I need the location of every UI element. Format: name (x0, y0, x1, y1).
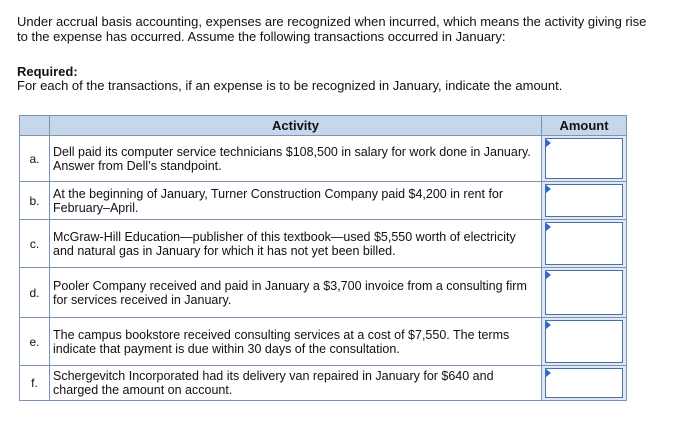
row-activity-text: Dell paid its computer service technicians $108,500 in salary for work done in January. Answer from Dell’s standpoint. (53, 144, 531, 173)
table-row (20, 182, 626, 220)
amount-cell (542, 268, 626, 317)
amount-input-b[interactable] (545, 184, 623, 217)
row-activity (50, 220, 542, 267)
table-row (20, 220, 626, 268)
row-letter: b. (20, 182, 50, 219)
table-row (20, 268, 626, 318)
row-letter: d. (20, 268, 50, 317)
row-activity (50, 366, 542, 400)
row-activity-text: At the beginning of January, Turner Construction Company paid $4,200 in rent for February–April. (53, 186, 504, 215)
header-letter-cell (20, 116, 50, 135)
table-row (20, 318, 626, 366)
row-activity-text: Schergevitch Incorporated had its delivery van repaired in January for $640 and charged the amount on account. (53, 369, 494, 397)
amount-cell (542, 220, 626, 267)
header-activity: Activity (50, 116, 542, 135)
amount-input-d[interactable] (545, 270, 623, 315)
amount-cell (542, 182, 626, 219)
amount-cell (542, 136, 626, 181)
amount-input-a[interactable] (545, 138, 623, 179)
row-activity (50, 268, 542, 317)
transactions-table (19, 115, 627, 401)
table-header (20, 116, 626, 136)
header-amount: Amount (559, 118, 609, 133)
row-activity-text: McGraw-Hill Education—publisher of this textbook—used $5,550 worth of electricity and natural gas in January for which it has not yet been billed. (53, 229, 516, 258)
amount-input-e[interactable] (545, 320, 623, 363)
instructions-text: Under accrual basis accounting, expenses are recognized when incurred, which means the activity giving rise to the expense has occurred. Assume the following transactions occurred in January: (17, 14, 647, 44)
table-row (20, 136, 626, 182)
amount-input-c[interactable] (545, 222, 623, 265)
row-letter: e. (20, 318, 50, 365)
row-letter: a. (20, 136, 50, 181)
row-letter: c. (20, 220, 50, 267)
row-activity-text: The campus bookstore received consulting services at a cost of $7,550. The terms indicate that payment is due within 30 days of the consultation. (53, 327, 510, 356)
row-activity (50, 182, 542, 219)
required-text: For each of the transactions, if an expense is to be recognized in January, indicate the amount. (17, 78, 563, 93)
row-letter: f. (20, 366, 50, 400)
table-row (20, 366, 626, 400)
amount-input-f[interactable] (545, 368, 623, 398)
row-activity-text: Pooler Company received and paid in January a $3,700 invoice from a consulting firm for services received in January. (53, 278, 527, 307)
amount-cell (542, 318, 626, 365)
amount-cell (542, 366, 626, 400)
required-heading: Required: (17, 64, 78, 79)
row-activity (50, 136, 542, 181)
row-activity (50, 318, 542, 365)
